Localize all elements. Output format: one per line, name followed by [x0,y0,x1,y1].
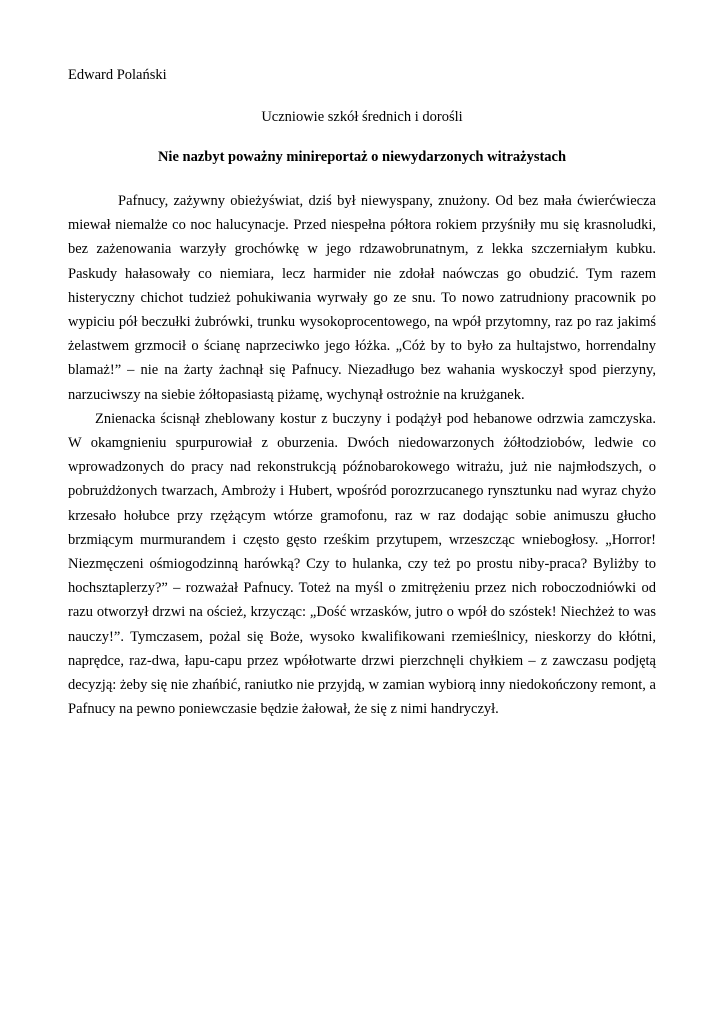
author-name: Edward Polański [68,67,167,83]
paragraph-2: Znienacka ścisnął zheblowany kostur z buczyny i podążył pod hebanowe odrzwia zamczyska. W okamgnieniu spurpurowiał z oburzenia. Dwóch niedowarzonych żółtodziobów, ledwie co wprowadzonych do pracy nad rekonstrukcją późnobarokowego witrażu, już nie najmłodszych, o pobrużdżonych twarzach, Ambroży i Hubert, wpośród porozrzucanego rynsztunku nad wyraz chyżo krzesało hołubce przy rzężącym wtórze gramofonu, raz w raz dodając sobie animuszu głucho brzmiącym murmurandem i często gęsto rześkim przytupem, wrzeszcząc wniebogłosy. „Horror! Niezmęczeni ośmiogodzinną harówką? Czy to hulanka, czy też po prostu niby-praca? Byliżby to hochsztaplerzy?” – rozważał Pafnucy. Toteż na myśl o zmitrężeniu przez nich roboczodniówki od razu otworzył drzwi na oścież, krzycząc: „Dość wrzasków, jutro o wpół do szóstek! Niechżeż to was nauczy!”. Tymczasem, pożal się Boże, wysoko kwalifikowani rzemieślnicy, nieskorzy do kłótni, naprędce, raz-dwa, łapu-capu przez wpółotwarte drzwi pierzchnęli chyłkiem – z zawczasu podjętą decyzją: żeby się nie zhańbić, raniutko nie przyjdą, w zamian wybiorą inny niedokończony remont, a Pafnucy na pewno poniewczasie będzie żałował, że się z nimi handryczył. [68,410,656,718]
paragraph-1: Pafnucy, zażywny obieżyświat, dziś był niewyspany, znużony. Od bez mała ćwierćwiecza miewał niemalże co noc halucynacje. Przed niespełna półtora rokiem przyśniły mu się krasnoludki, bez zażenowania warzyły grochówkę w jego rdzawobrunatnym, z lekka szczerniałym kubku. Paskudy hałasowały co niemiara, lecz harmider nie zdołał naówczas go obudzić. Tym razem histeryczny chichot tudzież pohukiwania wyrwały go ze snu. To nowo zatrudniony pracownik po wypiciu pół beczułki żubrówki, trunku wysokoprocentowego, na wpół przytomny, raz po raz jakimś żelastwem grzmocił o ścianę naprzeciwko jego łóżka. „Cóż by to było za hultajstwo, horrendalny blamaż!” – nie na żarty żachnął się Pafnucy. Niezadługo bez wahania wyskoczył spod pierzyny, narzuciwszy na siebie żółtopasiastą piżamę, wychynął ostrożnie na krużganek. [68,193,656,403]
document-body [68,189,656,721]
audience-line: Uczniowie szkół średnich i dorośli [261,109,463,125]
document-title: Nie nazbyt poważny minireportaż o niewydarzonych witrażystach [157,149,567,165]
